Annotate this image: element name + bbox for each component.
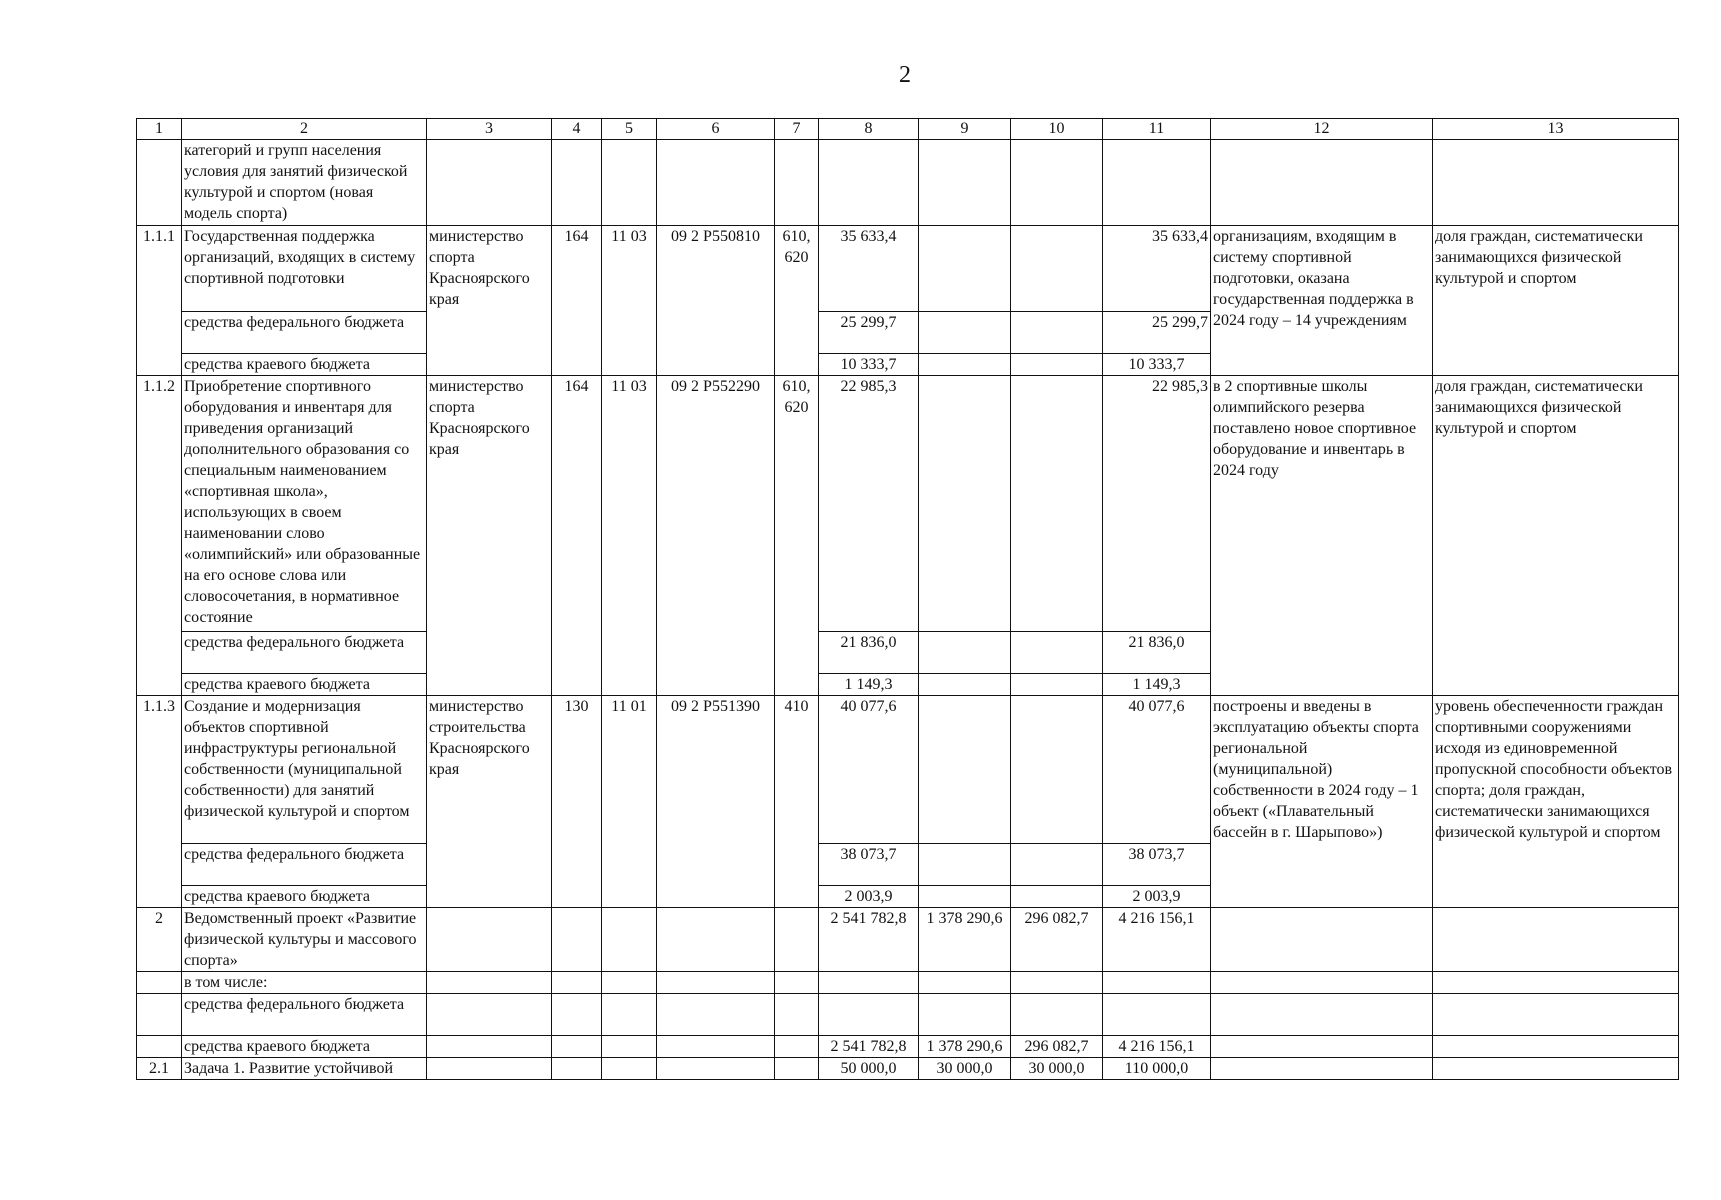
amount-total: 40 077,6 (1103, 696, 1211, 844)
amount-total: 4 216 156,1 (1103, 908, 1211, 972)
header-cell: 6 (657, 119, 775, 140)
code-expense: 610, 620 (775, 376, 819, 696)
amount-total: 2 003,9 (1103, 886, 1211, 908)
table-row (137, 908, 1679, 972)
item-name: Задача 1. Развитие устойчивой (182, 1058, 427, 1080)
header-cell: 12 (1211, 119, 1433, 140)
header-cell: 11 (1103, 119, 1211, 140)
administrator: министерство спорта Красноярского края (427, 226, 552, 376)
table-row (137, 1058, 1679, 1080)
indicator: доля граждан, систематически занимающихся физической культурой и спортом (1433, 376, 1679, 696)
code-grbs: 130 (552, 696, 602, 908)
amount-total: 25 299,7 (1103, 312, 1211, 354)
page-number: 2 (899, 62, 911, 88)
table-row (137, 226, 1679, 312)
item-number: 2.1 (137, 1058, 182, 1080)
source-label: средства краевого бюджета (182, 886, 427, 908)
code-target: 09 2 Р551390 (657, 696, 775, 908)
source-label: средства федерального бюджета (182, 844, 427, 886)
item-number: 2 (137, 908, 182, 972)
source-label: средства федерального бюджета (182, 994, 427, 1036)
table-row (137, 696, 1679, 844)
amount-2024: 2 003,9 (819, 886, 919, 908)
item-name: Государственная поддержка организаций, входящих в систему спортивной подготовки (182, 226, 427, 312)
expected-result: в 2 спортивные школы олимпийского резерва поставлено новое спортивное оборудование и инвентарь в 2024 году (1211, 376, 1433, 696)
header-cell: 7 (775, 119, 819, 140)
header-cell: 5 (602, 119, 657, 140)
amount-2024: 1 149,3 (819, 674, 919, 696)
budget-table (136, 118, 1679, 1080)
amount-2024: 10 333,7 (819, 354, 919, 376)
source-label: средства краевого бюджета (182, 1036, 427, 1058)
code-target: 09 2 Р550810 (657, 226, 775, 376)
table-row (137, 140, 1679, 226)
code-section: 11 01 (602, 696, 657, 908)
item-name: Ведомственный проект «Развитие физической культуры и массового спорта» (182, 908, 427, 972)
amount-2024: 21 836,0 (819, 632, 919, 674)
table-row (137, 972, 1679, 994)
code-grbs: 164 (552, 376, 602, 696)
amount-total: 22 985,3 (1103, 376, 1211, 632)
amount-2026: 296 082,7 (1011, 908, 1103, 972)
amount-2025: 1 378 290,6 (919, 1036, 1011, 1058)
source-label: средства краевого бюджета (182, 354, 427, 376)
amount-total: 1 149,3 (1103, 674, 1211, 696)
indicator: уровень обеспеченности граждан спортивными сооружениями исходя из единовременной пропускной способности объектов спорта; доля граждан, систематически занимающихся физической культурой и спортом (1433, 696, 1679, 908)
header-cell: 2 (182, 119, 427, 140)
amount-2026 (1011, 226, 1103, 312)
amount-total: 110 000,0 (1103, 1058, 1211, 1080)
source-label: средства федерального бюджета (182, 632, 427, 674)
header-cell: 3 (427, 119, 552, 140)
expected-result: построены и введены в эксплуатацию объекты спорта региональной (муниципальной) собственности в 2024 году – 1 объект («Плавательный бассейн в г. Шарыпово») (1211, 696, 1433, 908)
indicator: доля граждан, систематически занимающихся физической культурой и спортом (1433, 226, 1679, 376)
amount-total: 38 073,7 (1103, 844, 1211, 886)
source-label: средства федерального бюджета (182, 312, 427, 354)
amount-total: 21 836,0 (1103, 632, 1211, 674)
expected-result: организациям, входящим в систему спортивной подготовки, оказана государственная поддержка в 2024 году – 14 учреждениям (1211, 226, 1433, 376)
header-cell: 9 (919, 119, 1011, 140)
amount-2025: 1 378 290,6 (919, 908, 1011, 972)
amount-2024: 2 541 782,8 (819, 1036, 919, 1058)
item-number: 1.1.3 (137, 696, 182, 908)
administrator: министерство строительства Красноярского края (427, 696, 552, 908)
table-row (137, 994, 1679, 1036)
table-row (137, 1036, 1679, 1058)
source-label: в том числе: (182, 972, 427, 994)
amount-total: 35 633,4 (1103, 226, 1211, 312)
code-section: 11 03 (602, 376, 657, 696)
source-label: средства краевого бюджета (182, 674, 427, 696)
amount-2026: 30 000,0 (1011, 1058, 1103, 1080)
item-name: категорий и групп населения условия для занятий физической культурой и спортом (новая модель спорта) (182, 140, 427, 226)
code-expense: 410 (775, 696, 819, 908)
code-section: 11 03 (602, 226, 657, 376)
amount-total: 10 333,7 (1103, 354, 1211, 376)
item-number: 1.1.1 (137, 226, 182, 376)
header-cell: 13 (1433, 119, 1679, 140)
amount-2024: 22 985,3 (819, 376, 919, 632)
amount-2025 (919, 226, 1011, 312)
amount-2024: 2 541 782,8 (819, 908, 919, 972)
header-row (137, 119, 1679, 140)
amount-2026: 296 082,7 (1011, 1036, 1103, 1058)
header-cell: 4 (552, 119, 602, 140)
amount-2025: 30 000,0 (919, 1058, 1011, 1080)
amount-2024: 40 077,6 (819, 696, 919, 844)
header-cell: 1 (137, 119, 182, 140)
amount-2024: 50 000,0 (819, 1058, 919, 1080)
amount-2024: 25 299,7 (819, 312, 919, 354)
header-cell: 8 (819, 119, 919, 140)
amount-2024: 35 633,4 (819, 226, 919, 312)
amount-total: 4 216 156,1 (1103, 1036, 1211, 1058)
header-cell: 10 (1011, 119, 1103, 140)
item-number: 1.1.2 (137, 376, 182, 696)
table-row (137, 376, 1679, 632)
item-name: Создание и модернизация объектов спортивной инфраструктуры региональной собственности (муниципальной собственности) для занятий физической культурой и спортом (182, 696, 427, 844)
code-target: 09 2 Р552290 (657, 376, 775, 696)
item-name: Приобретение спортивного оборудования и инвентаря для приведения организаций дополнительного образования со специальным наименованием «спортивная школа», использующих в своем наименовании слово «олимпийский» или образованные на его основе слова или словосочетания, в нормативное состояние (182, 376, 427, 632)
code-expense: 610, 620 (775, 226, 819, 376)
administrator: министерство спорта Красноярского края (427, 376, 552, 696)
amount-2024: 38 073,7 (819, 844, 919, 886)
code-grbs: 164 (552, 226, 602, 376)
